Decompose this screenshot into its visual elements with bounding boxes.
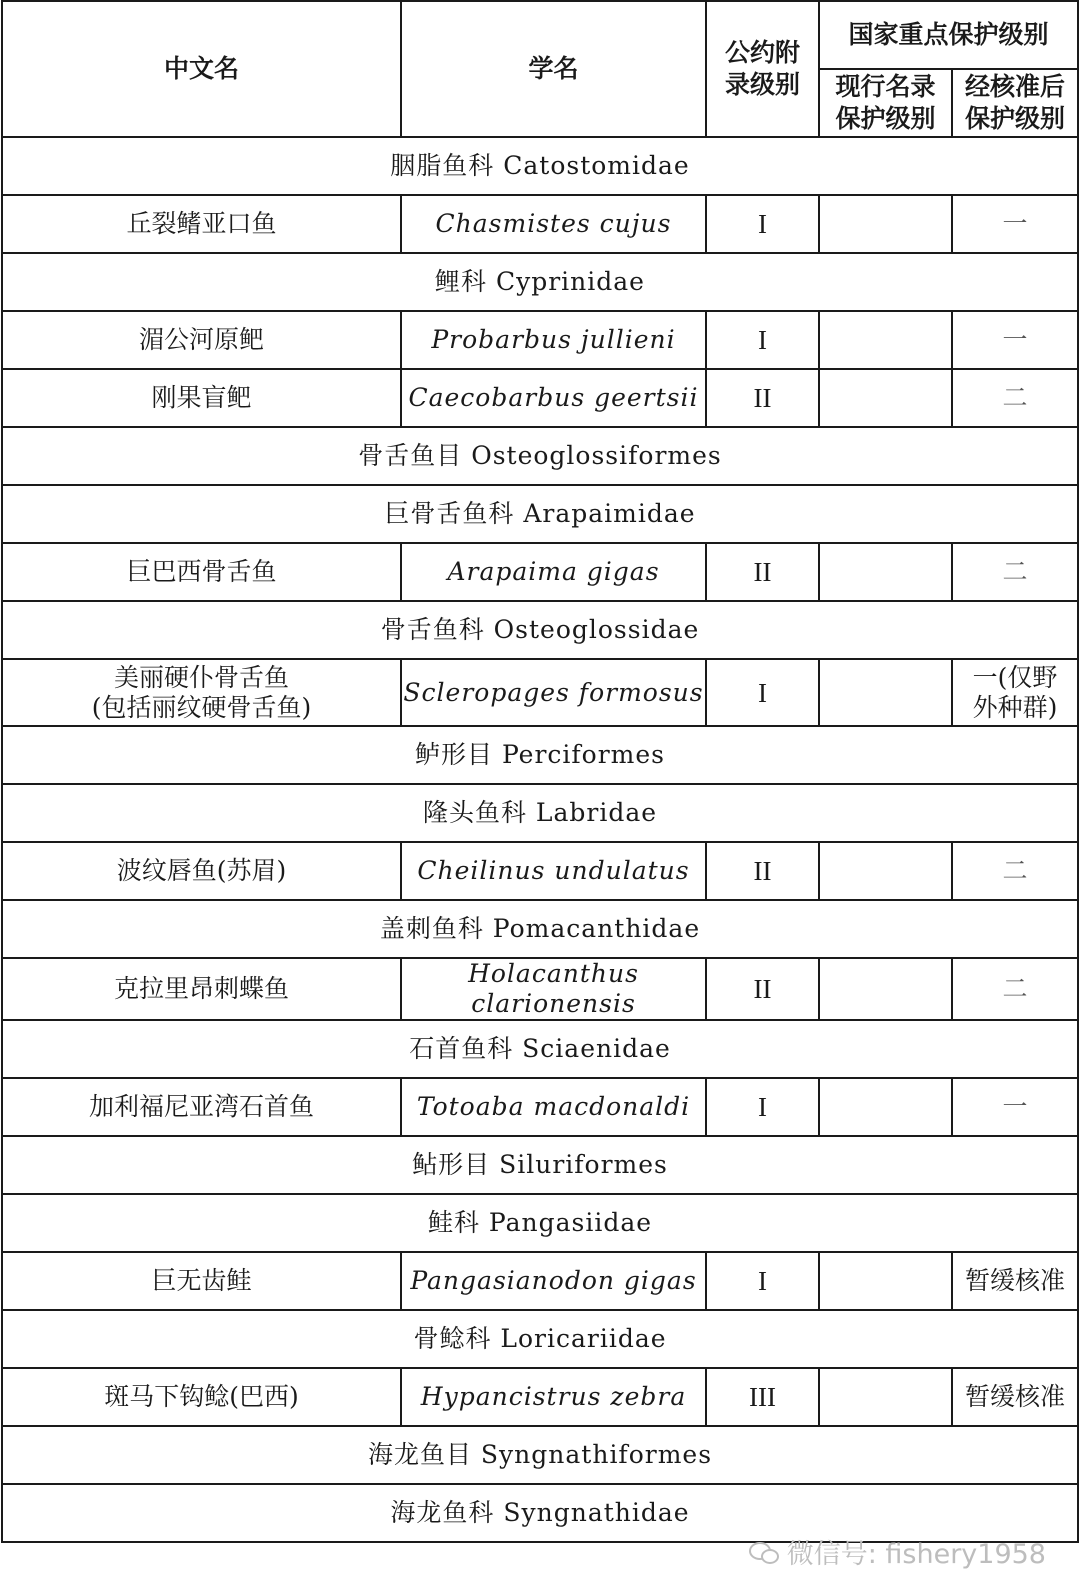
sci-name-cell: Holacanthus clarionensis [401, 958, 706, 1020]
sci-name-cell: Cheilinus undulatus [401, 842, 706, 900]
group-heading: 骨舌鱼科 Osteoglossidae [2, 601, 1078, 659]
appendix-cell: I [706, 1078, 819, 1136]
group-row [2, 726, 1078, 784]
group-row [2, 485, 1078, 543]
wechat-icon [749, 1540, 779, 1564]
approved-level-cell: 一 [952, 195, 1078, 253]
group-row [2, 1194, 1078, 1252]
appendix-cell: I [706, 311, 819, 369]
group-row [2, 900, 1078, 958]
approved-level-cell: 二 [952, 543, 1078, 601]
group-heading: 骨鲶科 Loricariidae [2, 1310, 1078, 1368]
cn-name-cell: 波纹唇鱼(苏眉) [2, 842, 401, 900]
header-appendix: 公约附录级别 [706, 1, 819, 137]
cn-name-cell: 丘裂鳍亚口鱼 [2, 195, 401, 253]
cn-name-cell: 克拉里昂刺蝶鱼 [2, 958, 401, 1020]
appendix-cell: II [706, 958, 819, 1020]
group-heading: 海龙鱼目 Syngnathiformes [2, 1426, 1078, 1484]
current-level-cell [819, 958, 952, 1020]
sci-name-cell: Scleropages formosus [401, 659, 706, 726]
approved-level-cell: 一 [952, 1078, 1078, 1136]
header-cn-name: 中文名 [2, 1, 401, 137]
watermark-text: 微信号: fishery1958 [786, 1539, 1046, 1570]
group-row [2, 1426, 1078, 1484]
group-row [2, 253, 1078, 311]
header-approved-level: 经核准后保护级别 [952, 69, 1078, 137]
appendix-cell: I [706, 659, 819, 726]
approved-level-cell: 一(仅野 外种群) [952, 659, 1078, 726]
appendix-cell: II [706, 369, 819, 427]
approved-level-cell: 暂缓核准 [952, 1252, 1078, 1310]
table-row [2, 369, 1078, 427]
group-row [2, 137, 1078, 195]
sci-name-cell: Totoaba macdonaldi [401, 1078, 706, 1136]
current-level-cell [819, 195, 952, 253]
sci-name-cell: Hypancistrus zebra [401, 1368, 706, 1426]
approved-level-cell: 二 [952, 842, 1078, 900]
appendix-cell: I [706, 195, 819, 253]
sci-name-cell: Probarbus jullieni [401, 311, 706, 369]
watermark [749, 1532, 1046, 1571]
table-row [2, 195, 1078, 253]
current-level-cell [819, 543, 952, 601]
approved-level-cell: 二 [952, 369, 1078, 427]
cn-name-cell: 美丽硬仆骨舌鱼 (包括丽纹硬骨舌鱼) [2, 659, 401, 726]
group-heading: 鲇形目 Siluriformes [2, 1136, 1078, 1194]
group-heading: 盖刺鱼科 Pomacanthidae [2, 900, 1078, 958]
current-level-cell [819, 311, 952, 369]
cn-name-cell: 巨无齿鲑 [2, 1252, 401, 1310]
group-heading: 胭脂鱼科 Catostomidae [2, 137, 1078, 195]
cn-name-cell: 加利福尼亚湾石首鱼 [2, 1078, 401, 1136]
current-level-cell [819, 842, 952, 900]
group-heading: 隆头鱼科 Labridae [2, 784, 1078, 842]
current-level-cell [819, 659, 952, 726]
current-level-cell [819, 369, 952, 427]
group-row [2, 1310, 1078, 1368]
group-row [2, 601, 1078, 659]
table-row [2, 1252, 1078, 1310]
group-row [2, 784, 1078, 842]
table-row [2, 1368, 1078, 1426]
table-row [2, 543, 1078, 601]
sci-name-cell: Chasmistes cujus [401, 195, 706, 253]
approved-level-cell: 二 [952, 958, 1078, 1020]
group-row [2, 1020, 1078, 1078]
header-sci-name: 学名 [401, 1, 706, 137]
group-heading: 骨舌鱼目 Osteoglossiformes [2, 427, 1078, 485]
table-row [2, 958, 1078, 1020]
appendix-cell: II [706, 842, 819, 900]
table-row [2, 1078, 1078, 1136]
group-heading: 鲤科 Cyprinidae [2, 253, 1078, 311]
cn-name-cell: 巨巴西骨舌鱼 [2, 543, 401, 601]
table-row [2, 659, 1078, 726]
current-level-cell [819, 1368, 952, 1426]
group-row [2, 427, 1078, 485]
appendix-cell: III [706, 1368, 819, 1426]
appendix-cell: I [706, 1252, 819, 1310]
table-row [2, 311, 1078, 369]
group-heading: 鲈形目 Perciformes [2, 726, 1078, 784]
current-level-cell [819, 1078, 952, 1136]
species-table [1, 0, 1079, 1543]
approved-level-cell: 暂缓核准 [952, 1368, 1078, 1426]
approved-level-cell: 一 [952, 311, 1078, 369]
group-heading: 巨骨舌鱼科 Arapaimidae [2, 485, 1078, 543]
header-current-level: 现行名录保护级别 [819, 69, 952, 137]
table-body [2, 137, 1078, 1542]
sci-name-cell: Arapaima gigas [401, 543, 706, 601]
header-national-level: 国家重点保护级别 [819, 1, 1078, 69]
sci-name-cell: Caecobarbus geertsii [401, 369, 706, 427]
cn-name-cell: 斑马下钩鲶(巴西) [2, 1368, 401, 1426]
appendix-cell: II [706, 543, 819, 601]
group-heading: 鲑科 Pangasiidae [2, 1194, 1078, 1252]
group-heading: 石首鱼科 Sciaenidae [2, 1020, 1078, 1078]
group-heading: 海龙鱼科 Syngnathidae [2, 1484, 1078, 1542]
table-row [2, 842, 1078, 900]
cn-name-cell: 刚果盲鲃 [2, 369, 401, 427]
sci-name-cell: Pangasianodon gigas [401, 1252, 706, 1310]
current-level-cell [819, 1252, 952, 1310]
cn-name-cell: 湄公河原鲃 [2, 311, 401, 369]
group-row [2, 1136, 1078, 1194]
